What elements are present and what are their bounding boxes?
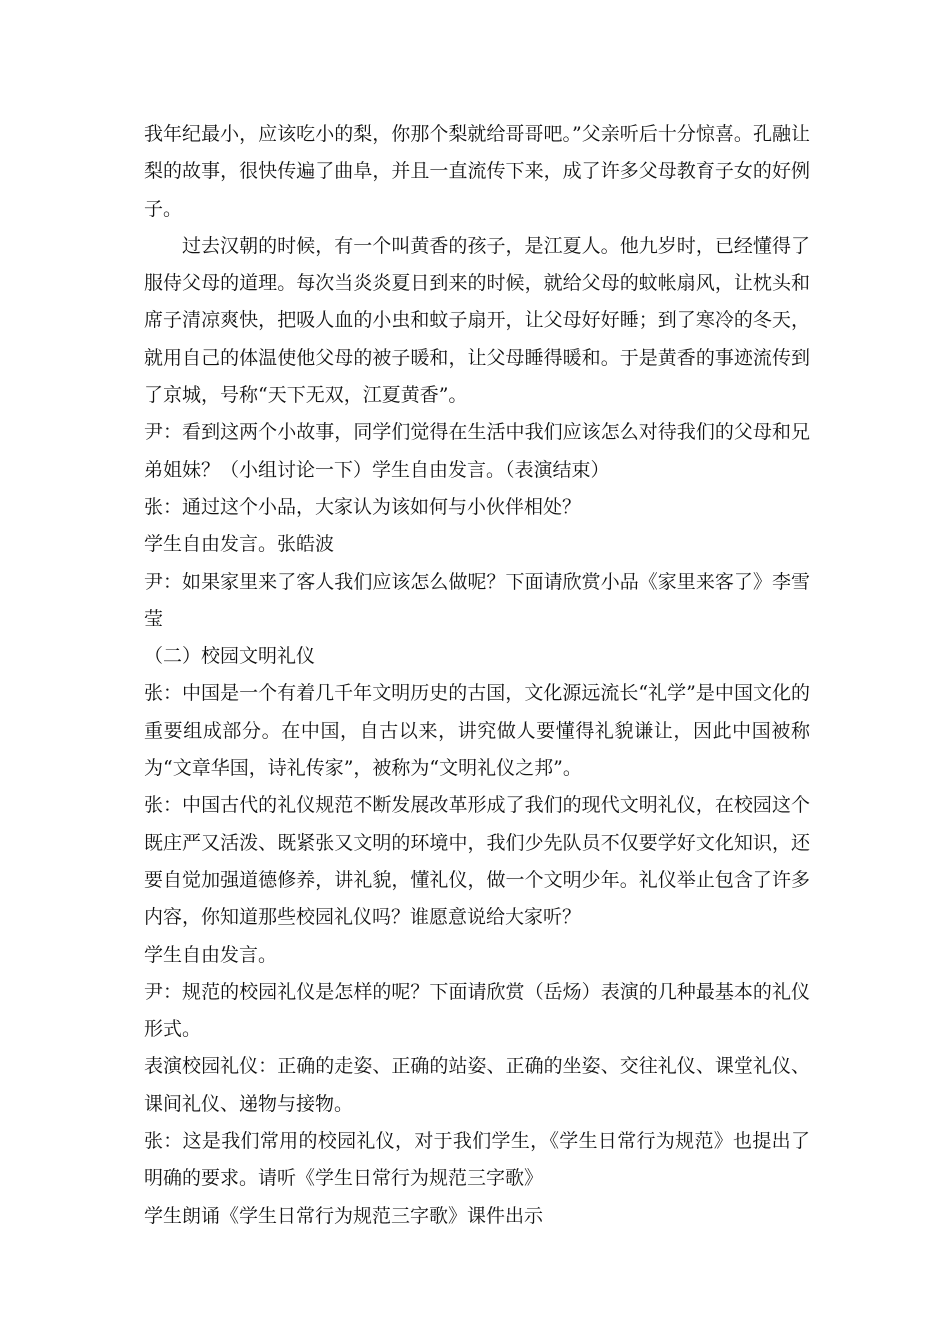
paragraph-yin-guest-skit: 尹：如果家里来了客人我们应该怎么做呢？下面请欣赏小品《家里来客了》李雪莹 [144, 570, 810, 630]
paragraph-student-speech: 学生自由发言。张皓波 [144, 533, 335, 556]
paragraph-zhang-modern-etiquette: 张：中国古代的礼仪规范不断发展改革形成了我们的现代文明礼仪，在校园这个既庄严又活泼、既紧张又文明的环境中，我们少先队员不仅要学好文化知识，还要自觉加强道德修养，讲礼貌，懂礼仪，做一个文明少年。礼仪举止包含了许多内容，你知道那些校园礼仪吗？谁愿意说给大家听？ [144, 794, 810, 929]
paragraph-zhang-question: 张：通过这个小品，大家认为该如何与小伙伴相处？ [144, 495, 582, 518]
paragraph-zhang-code-of-conduct: 张：这是我们常用的校园礼仪，对于我们学生，《学生日常行为规范》也提出了明确的要求。请听《学生日常行为规范三字歌》 [144, 1130, 810, 1190]
section-heading-campus-etiquette: （二）校园文明礼仪 [144, 645, 316, 668]
paragraph-student-speech-2: 学生自由发言。 [144, 943, 278, 966]
paragraph-kongrong-story-end: 我年纪最小，应该吃小的梨，你那个梨就给哥哥吧。”父亲听后十分惊喜。孔融让梨的故事，很快传遍了曲阜，并且一直流传下来，成了许多父母教育子女的好例子。 [144, 123, 810, 220]
document-body [144, 116, 810, 1235]
paragraph-huangxiang-story: 过去汉朝的时候，有一个叫黄香的孩子，是江夏人。他九岁时，已经懂得了服侍父母的道理。每次当炎炎夏日到来的时候，就给父母的蚊帐扇风，让枕头和席子清凉爽快，把吸人血的小虫和蚊子扇开，让父母好好睡；到了寒冷的冬天，就用自己的体温使他父母的被子暖和，让父母睡得暖和。于是黄香的事迹流传到了京城，号称“天下无双，江夏黄香”。 [144, 234, 810, 407]
paragraph-yin-discussion: 尹：看到这两个小故事，同学们觉得在生活中我们应该怎么对待我们的父母和兄弟姐妹？（小组讨论一下）学生自由发言。（表演结束） [144, 421, 810, 481]
paragraph-performance-list: 表演校园礼仪：正确的走姿、正确的站姿、正确的坐姿、交往礼仪、课堂礼仪、课间礼仪、递物与接物。 [144, 1055, 810, 1115]
paragraph-yin-etiquette-forms: 尹：规范的校园礼仪是怎样的呢？下面请欣赏（岳炀）表演的几种最基本的礼仪形式。 [144, 980, 810, 1041]
paragraph-zhang-china-etiquette: 张：中国是一个有着几千年文明历史的古国，文化源远流长“礼学”是中国文化的重要组成部分。在中国，自古以来，讲究做人要懂得礼貌谦让，因此中国被称为“文章华国，诗礼传家”，被称为“文明礼仪之邦”。 [144, 682, 810, 780]
paragraph-student-recitation: 学生朗诵《学生日常行为规范三字歌》课件出示 [144, 1204, 544, 1227]
